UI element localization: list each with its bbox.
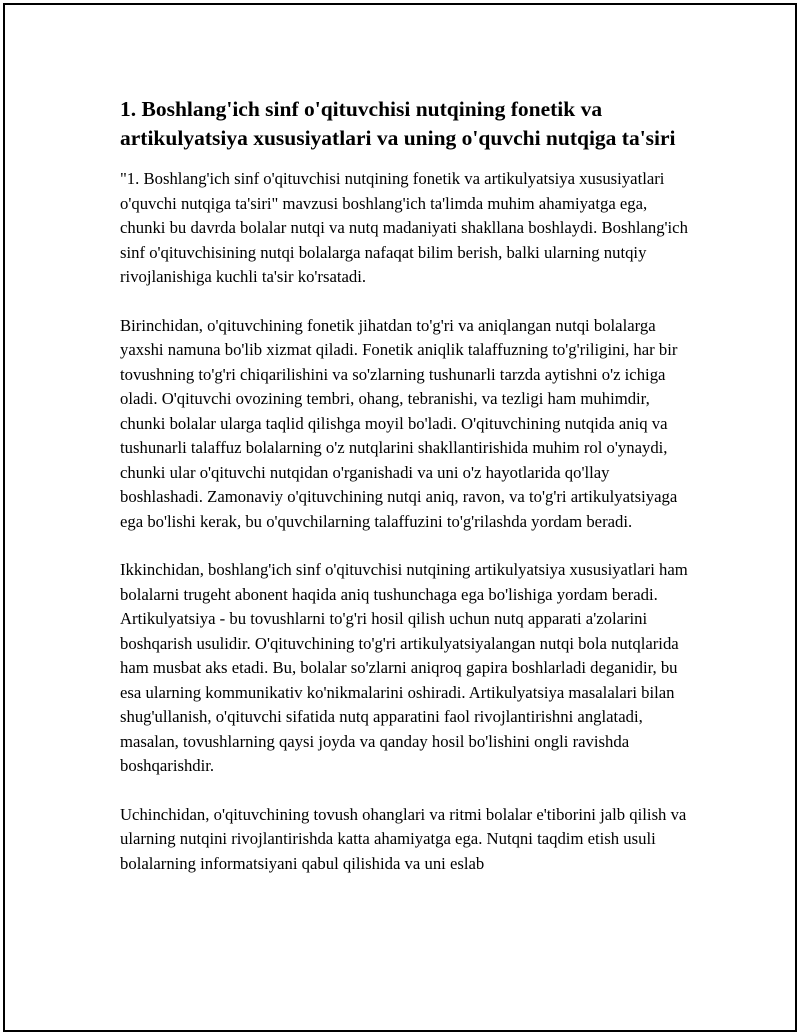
paragraph-first-point: Birinchidan, o'qituvchining fonetik jihatdan to'g'ri va aniqlangan nutqi bolalarga yaxshi namuna bo'lib xizmat qiladi. Fonetik aniqlik talaffuzning to'g'riligini, har bir tovushning to'g'ri chiqarilishini va so'zlarning tushunarli tarzda aytishni o'z ichiga oladi. O'qituvchi ovozining tembri, ohang, tebranishi, va tezligi ham muhimdir, chunki bolalar ularga taqlid qilishga moyil bo'ladi. O'qituvchining nutqida aniq va tushunarli talaffuz bolalarning o'z nutqlarini shakllantirishida muhim rol o'ynaydi, chunki ular o'qituvchi nutqidan o'rganishadi va uni o'z hayotlarida qo'llay boshlashadi. Zamonaviy o'qituvchining nutqi aniq, ravon, va to'g'ri artikulyatsiyaga ega bo'lishi kerak, bu o'quvchilarning talaffuzini to'g'rilashda yordam beradi. xyxy=(120,315,678,531)
document-body xyxy=(120,95,695,900)
paragraph-third-point: Uchinchidan, o'qituvchining tovush ohanglari va ritmi bolalar e'tiborini jalb qilish va ularning nutqini rivojlantirishda katta ahamiyatga ega. Nutqni taqdim etish usuli bolalarning informatsiyani qabul qilishida va uni eslab xyxy=(120,804,687,873)
paragraph-intro: "1. Boshlang'ich sinf o'qituvchisi nutqining fonetik va artikulyatsiya xususiyatlari o'quvchi nutqiga ta'siri" mavzusi boshlang'ich ta'limda muhim ahamiyatga ega, chunki bu davrda bolalar nutqi va nutq madaniyati shakllana boshlaydi. Boshlang'ich sinf o'qituvchisining nutqi bolalarga nafaqat bilim berish, balki ularning nutqiy rivojlanishiga kuchli ta'sir ko'rsatadi. xyxy=(120,169,688,286)
paragraph-second-point: Ikkinchidan, boshlang'ich sinf o'qituvchisi nutqining artikulyatsiya xususiyatlari ham bolalarni trugeht abonent haqida aniq tushunchaga ega bo'lishiga yordam beradi. Artikulyatsiya - bu tovushlarni to'g'ri hosil qilish uchun nutq apparati a'zolarini boshqarish usulidir. O'qituvchining to'g'ri artikulyatsiyalangan nutqi bola nutqlarida ham musbat aks etadi. Bu, bolalar so'zlarni aniqroq gapira boshlarladi deganidir, bu esa ularning kommunikativ ko'nikmalarini oshiradi. Artikulyatsiya masalalari bilan shug'ullanish, o'qituvchi sifatida nutq apparatini faol rivojlantirishni anglatadi, masalan, tovushlarning qaysi joyda va qanday hosil bo'lishini ongli ravishda boshqarishdir. xyxy=(120,560,688,775)
document-title: 1. Boshlang'ich sinf o'qituvchisi nutqining fonetik va artikulyatsiya xususiyatlari va uning o'quvchi nutqiga ta'siri xyxy=(120,97,676,150)
document-page xyxy=(3,3,797,1032)
